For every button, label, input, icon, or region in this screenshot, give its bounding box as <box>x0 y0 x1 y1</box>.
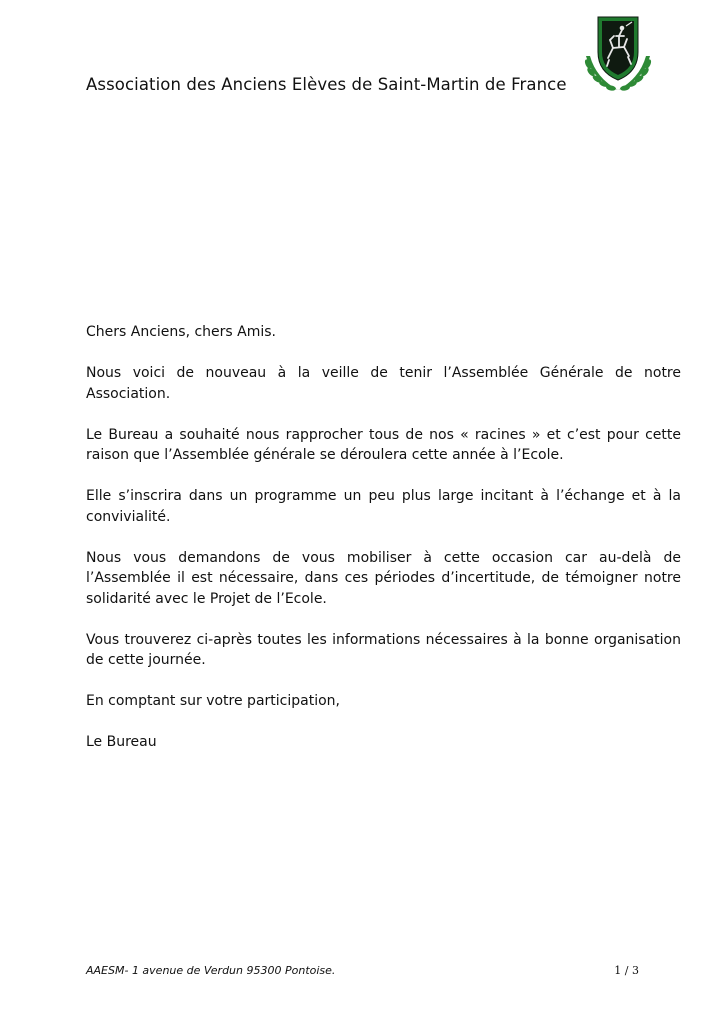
paragraph: Vous trouverez ci-après toutes les informations nécessaires à la bonne organisation de cette journée. <box>86 631 681 668</box>
closing: En comptant sur votre participation, <box>86 693 340 709</box>
footer-address: AAESM- 1 avenue de Verdun 95300 Pontoise. <box>86 964 336 977</box>
paragraph: Nous voici de nouveau à la veille de tenir l’Assemblée Générale de notre Association. <box>86 365 681 402</box>
paragraph: Le Bureau a souhaité nous rapprocher tous de nos « racines » et c’est pour cette raison que l’Assemblée générale se déroulera cette année à l’Ecole. <box>86 426 681 463</box>
letter-body <box>86 322 681 773</box>
crest-with-laurel-icon <box>578 14 658 94</box>
salutation: Chers Anciens, chers Amis. <box>86 324 277 340</box>
association-title: Association des Anciens Elèves de Saint-Martin de France <box>86 75 567 94</box>
paragraph: Nous vous demandons de vous mobiliser à cette occasion car au-delà de l’Assemblée il est nécessaire, dans ces périodes d’incertitude, de témoigner notre solidarité avec le Projet de l’Ecole. <box>86 549 681 607</box>
signature: Le Bureau <box>86 734 157 750</box>
page-number: 1 / 3 <box>614 964 639 977</box>
paragraph: Elle s’inscrira dans un programme un peu plus large incitant à l’échange et à la convivialité. <box>86 488 681 525</box>
